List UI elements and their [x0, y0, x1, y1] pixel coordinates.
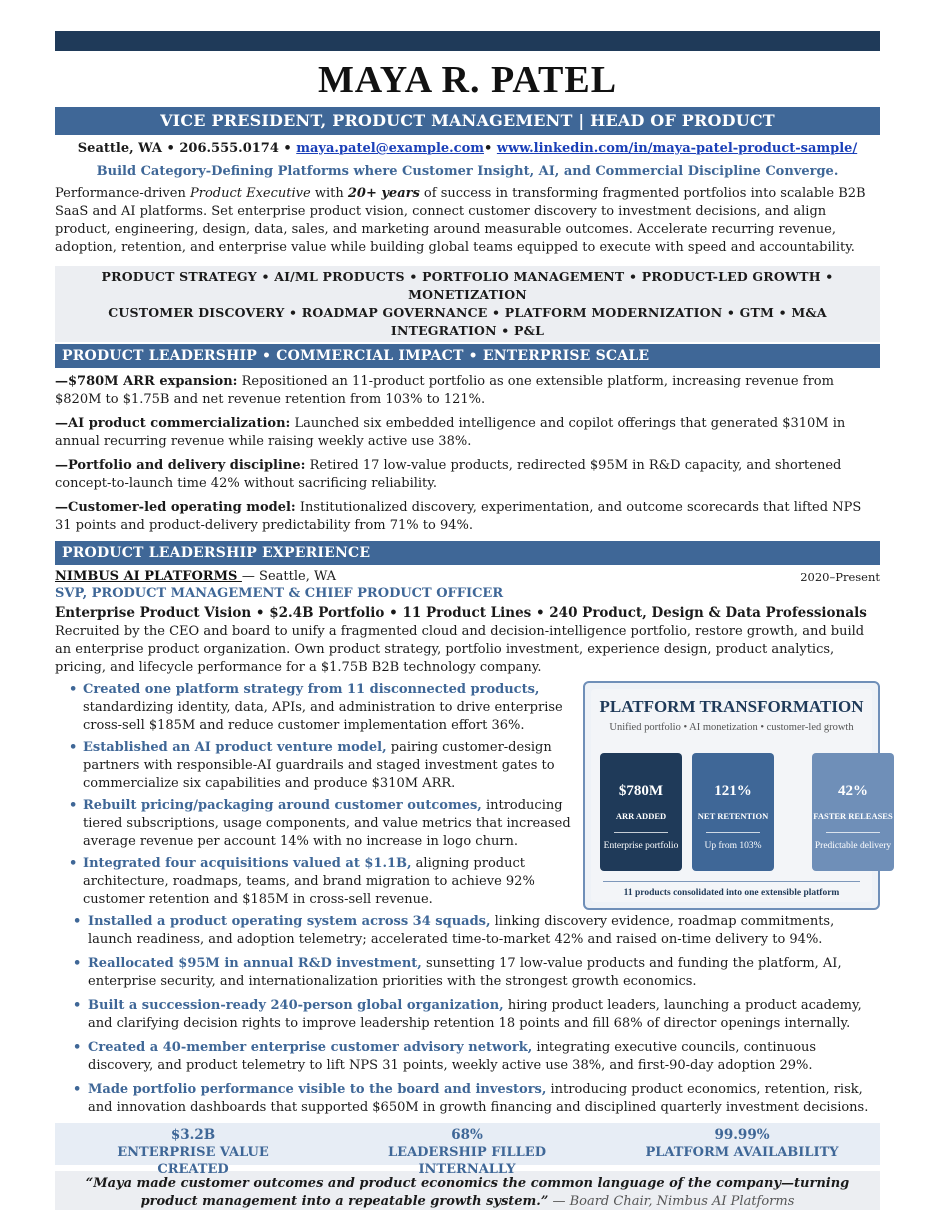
- email-link[interactable]: maya.patel@example.com: [296, 141, 485, 156]
- achievement-bullet: [55, 739, 580, 793]
- bullet-text: integrating executive councils, continuous discovery, and product telemetry to lift NPS 31 points, weekly active use 38%, and first-90-day adoption 29%.: [88, 1040, 817, 1073]
- metric-tile-arr: [600, 753, 682, 871]
- location-phone: Seattle, WA • 206.555.0174 •: [77, 141, 292, 156]
- job-location: — Seattle, WA: [241, 569, 337, 584]
- impact-item: [55, 373, 880, 409]
- bullet-text: introducing product economics, retention, risk, and innovation dashboards that supported $650M in growth financing and disciplined quarterly investment decisions.: [88, 1082, 869, 1115]
- core-skills: [55, 266, 880, 342]
- quote-text: “Maya made customer outcomes and product economics the common language of the company—turning product management into a repeatable growth system.”: [85, 1176, 850, 1209]
- bullet-text: introducing tiered subscriptions, usage components, and value metrics that increased average revenue per account 14% with no increase in logo churn.: [83, 798, 571, 849]
- summary-years: 20+ years: [347, 186, 420, 201]
- tile-value: 42%: [838, 783, 868, 799]
- achievement-bullet: [55, 1039, 880, 1075]
- callout-footer: 11 products consolidated into one extensible platform: [623, 888, 840, 898]
- tile-label: ARR ADDED: [615, 811, 667, 821]
- bullet-text: hiring product leaders, launching a product academy, and clarifying decision rights to improve leadership retention 18 points and fill 68% of director openings internally.: [88, 998, 862, 1031]
- bullet-text: sunsetting 17 low-value products and funding the platform, AI, enterprise security, and internationalization priorities with the strongest growth economics.: [88, 956, 842, 989]
- key-metrics-band: [55, 1123, 880, 1177]
- tagline: Build Category-Defining Platforms where Customer Insight, AI, and Commercial Discipline Converge.: [96, 164, 839, 179]
- headline-title: VICE PRESIDENT, PRODUCT MANAGEMENT | HEAD OF PRODUCT: [55, 107, 880, 135]
- bullet-lead: Rebuilt pricing/packaging around customer outcomes,: [83, 798, 482, 813]
- bullet-icon: •: [73, 998, 82, 1013]
- bullet-lead: Made portfolio performance visible to the board and investors,: [88, 1082, 547, 1097]
- metric-value: $3.2B: [170, 1127, 216, 1143]
- bullet-lead: Integrated four acquisitions valued at $1.1B,: [83, 856, 412, 871]
- impact-item: [55, 499, 880, 535]
- tile-value: 121%: [714, 783, 752, 799]
- resume-page: [55, 31, 893, 1210]
- achievement-bullet: [55, 681, 580, 735]
- tile-label: NET RETENTION: [697, 811, 769, 821]
- bullet-lead: Installed a product operating system across 34 squads,: [88, 914, 491, 929]
- summary-emphasis: Product Executive: [189, 186, 311, 201]
- impact-lead: —Portfolio and delivery discipline:: [55, 458, 306, 473]
- impact-text: Launched six embedded intelligence and copilot offerings that generated $310M in annual recurring revenue while raising weekly active use 38%.: [55, 416, 846, 449]
- job-description: Recruited by the CEO and board to unify a fragmented cloud and decision-intelligence portfolio, restore growth, and build an enterprise product organization. Own product strategy, portfolio investment, experience design, product analytics, pricing, and lifecycle performance for a $1.75B B2B technology company.: [55, 624, 865, 675]
- achievement-bullet: [55, 997, 880, 1033]
- platform-transformation-callout: [583, 681, 893, 910]
- bullet-text: pairing customer-design partners with responsible-AI guardrails and staged investment gates to commercialize six capabilities and produce $310M ARR.: [83, 740, 555, 791]
- job-scope: Enterprise Product Vision • $2.4B Portfolio • 11 Product Lines • 240 Product, Design & Data Professionals: [55, 605, 867, 621]
- bullet-text: linking discovery evidence, roadmap commitments, launch readiness, and adoption telemetry; accelerated time-to-market 42% and raised on-time delivery to 94%.: [88, 914, 835, 947]
- bullet-icon: •: [69, 856, 78, 871]
- impact-lead: —$780M ARR expansion:: [55, 374, 238, 389]
- impact-text: Retired 17 low-value products, redirected $95M in R&D capacity, and shortened concept-to-launch time 42% without sacrificing reliability.: [55, 458, 842, 491]
- quote-attribution: — Board Chair, Nimbus AI Platforms: [548, 1194, 795, 1209]
- skills-line-1: PRODUCT STRATEGY • AI/ML PRODUCTS • PORTFOLIO MANAGEMENT • PRODUCT-LED GROWTH • MONETIZATION: [101, 269, 834, 302]
- job-dates: 2020–Present: [800, 570, 880, 584]
- impact-text: Institutionalized discovery, experimentation, and outcome scorecards that lifted NPS 31 points and product-delivery predictability from 71% to 94%.: [55, 500, 862, 533]
- experience-section-heading: PRODUCT LEADERSHIP EXPERIENCE: [55, 541, 880, 565]
- candidate-name: MAYA R. PATEL: [317, 59, 618, 101]
- metric-tile-retention: [692, 753, 774, 871]
- impact-list: [55, 373, 880, 535]
- metric-value: 99.99%: [714, 1127, 770, 1143]
- tile-label: FASTER RELEASES: [813, 811, 893, 821]
- bullet-lead: Built a succession-ready 240-person global organization,: [88, 998, 504, 1013]
- achievement-bullet: [55, 1081, 880, 1117]
- metric-platform-availability: [642, 1127, 842, 1161]
- impact-text: Repositioned an 11-product portfolio as one extensible platform, increasing revenue from $820M to $1.75B and net revenue retention from 103% to 121%.: [55, 374, 834, 407]
- impact-section-heading: PRODUCT LEADERSHIP • COMMERCIAL IMPACT • ENTERPRISE SCALE: [55, 344, 880, 368]
- bullet-lead: Established an AI product venture model,: [83, 740, 387, 755]
- tile-note: Predictable delivery: [814, 841, 892, 851]
- tile-divider: [706, 832, 760, 833]
- linkedin-link[interactable]: www.linkedin.com/in/maya-patel-product-sample/: [496, 141, 858, 156]
- summary-paragraph: [55, 185, 880, 257]
- metric-tile-releases: [812, 753, 894, 871]
- top-accent-bar: [55, 31, 880, 51]
- company-name: NIMBUS AI PLATFORMS: [55, 569, 242, 584]
- achievement-bullet: [55, 797, 580, 851]
- bullet-text: standardizing identity, data, APIs, and administration to drive enterprise cross-sell $185M and reduce customer implementation effort 36%.: [83, 700, 563, 733]
- achievement-bullet: [55, 855, 580, 909]
- metric-value: 68%: [451, 1127, 483, 1143]
- bullet-icon: •: [69, 740, 78, 755]
- bullet-lead: Reallocated $95M in annual R&D investment,: [88, 956, 422, 971]
- metric-label: LEADERSHIP FILLED INTERNALLY: [388, 1145, 546, 1177]
- metric-leadership-filled: [367, 1127, 567, 1178]
- bullet-icon: •: [69, 682, 78, 697]
- callout-subtitle: Unified portfolio • AI monetization • customer-led growth: [609, 722, 854, 733]
- bullet-lead: Created a 40-member enterprise customer advisory network,: [88, 1040, 533, 1055]
- bullet-icon: •: [73, 956, 82, 971]
- job-header: [55, 569, 880, 585]
- tile-note: Up from 103%: [704, 841, 762, 851]
- achievement-bullet: [55, 913, 880, 949]
- summary-text: of success in transforming fragmented portfolios into scalable B2B SaaS and AI platforms. Set enterprise product vision, connect customer discovery to investment decisions, and align product, engineering, design, data, sales, and marketing around measurable outcomes. Accelerate recurring revenue, adoption, retention, and enterprise value while building global teams equipped to execute with speed and accountability.: [55, 186, 866, 255]
- impact-lead: —Customer-led operating model:: [55, 500, 296, 515]
- impact-item: [55, 457, 880, 493]
- callout-panel: [591, 689, 893, 902]
- job-role: SVP, PRODUCT MANAGEMENT & CHIEF PRODUCT OFFICER: [55, 586, 504, 601]
- bullet-icon: •: [73, 1082, 82, 1097]
- achievement-bullet: [55, 955, 880, 991]
- contact-line: [55, 140, 880, 157]
- tile-note: Enterprise portfolio: [603, 841, 679, 851]
- achievement-bullets: [55, 681, 893, 1117]
- skills-line-2: CUSTOMER DISCOVERY • ROADMAP GOVERNANCE • PLATFORM MODERNIZATION • GTM • M&A INTEGRATION • P&L: [108, 305, 827, 338]
- impact-item: [55, 415, 880, 451]
- bullet-icon: •: [69, 798, 78, 813]
- contact-separator: •: [484, 141, 493, 156]
- metric-label: PLATFORM AVAILABILITY: [645, 1145, 839, 1160]
- impact-lead: —AI product commercialization:: [55, 416, 291, 431]
- summary-text: with: [310, 186, 348, 201]
- tile-divider: [826, 832, 880, 833]
- bullet-icon: •: [73, 914, 82, 929]
- metric-label: ENTERPRISE VALUE CREATED: [117, 1145, 269, 1177]
- tile-value: $780M: [618, 783, 664, 799]
- bullet-text: aligning product architecture, roadmaps, teams, and brand migration to achieve 92% customer retention and $185M in cross-sell revenue.: [83, 856, 535, 907]
- callout-divider: [603, 881, 860, 882]
- bullet-icon: •: [73, 1040, 82, 1055]
- bullet-lead: Created one platform strategy from 11 disconnected products,: [83, 682, 540, 697]
- tile-divider: [614, 832, 668, 833]
- summary-text: Performance-driven: [55, 186, 190, 201]
- callout-title: PLATFORM TRANSFORMATION: [599, 697, 864, 716]
- metric-enterprise-value: [93, 1127, 293, 1178]
